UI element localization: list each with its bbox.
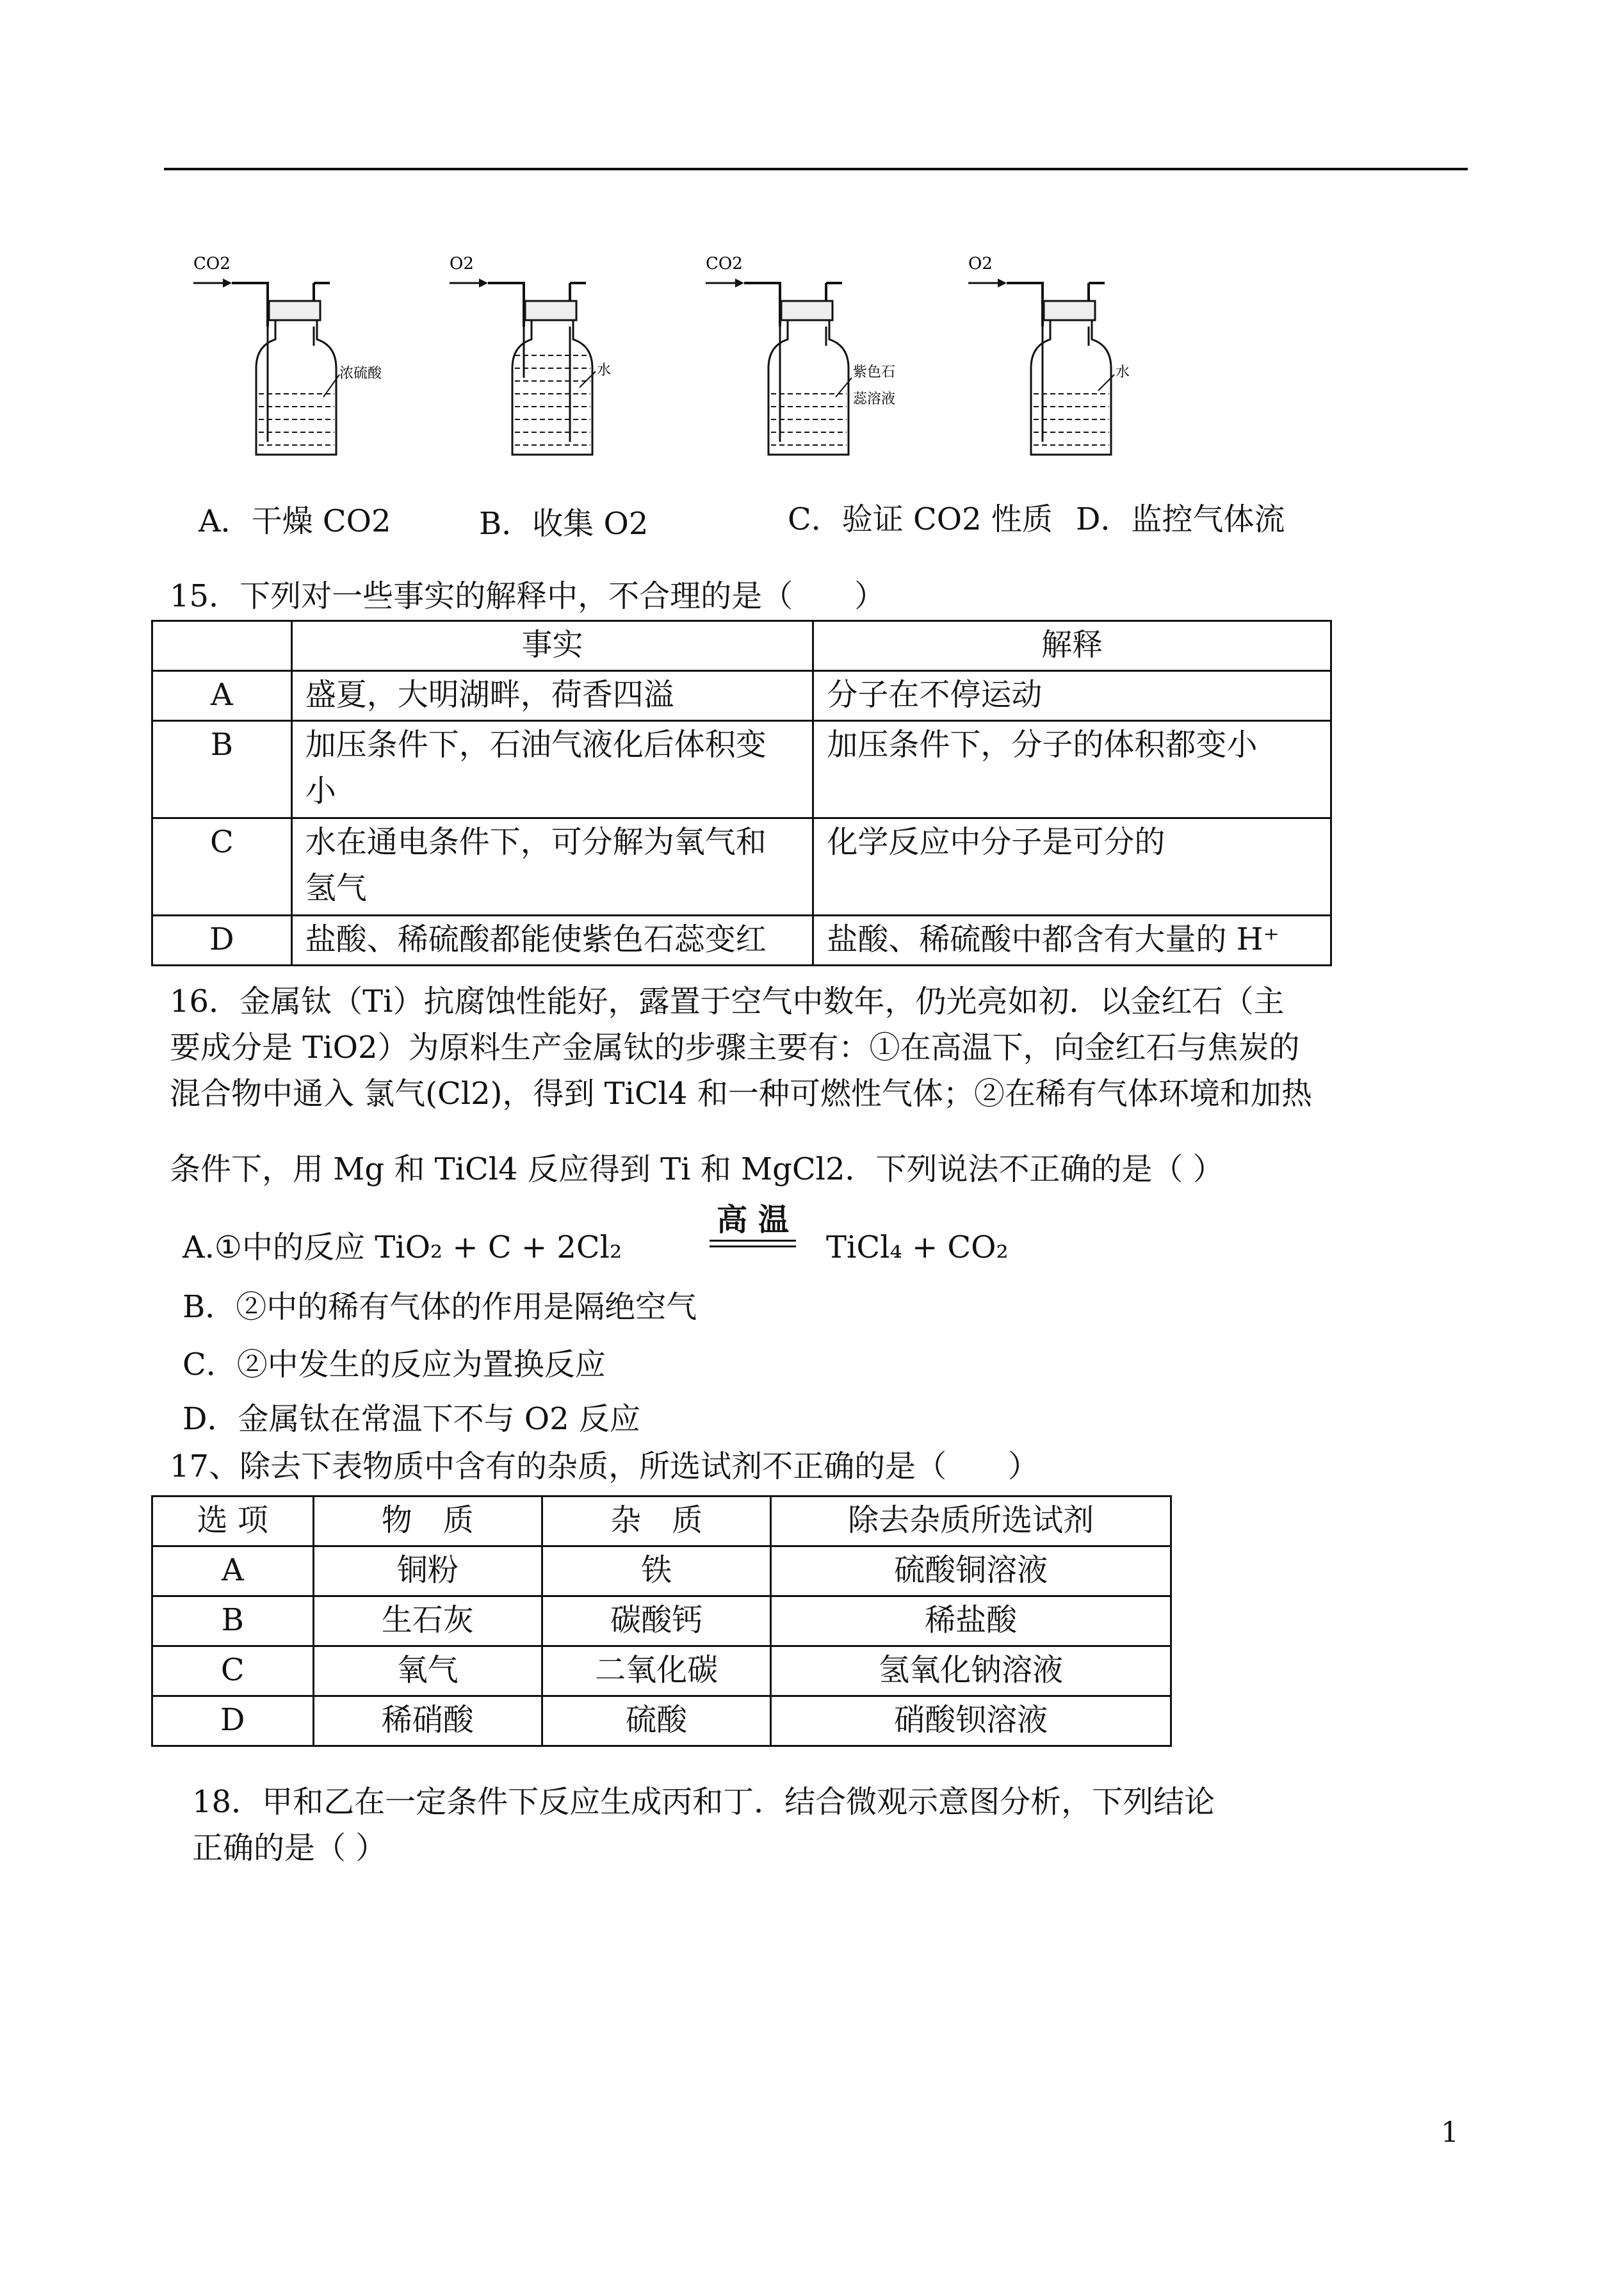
- svg-text:水: 水: [1116, 364, 1130, 380]
- q14-option-d[interactable]: D．监控气体流: [1076, 501, 1285, 537]
- svg-text:浓硫酸: 浓硫酸: [339, 366, 382, 382]
- apparatus-a: [192, 250, 410, 455]
- q16-option-d[interactable]: D．金属钛在常温下不与 O2 反应: [183, 1401, 640, 1437]
- q16-line-1: 16．金属钛（Ti）抗腐蚀性能好，露置于空气中数年，仍光亮如初．以金红石（主: [170, 984, 1285, 1019]
- q16-line-4: 条件下，用 Mg 和 TiCl4 反应得到 Ti 和 MgCl2．下列说法不正确的是（ ）: [170, 1151, 1224, 1187]
- q15-header-fact: 事实: [291, 621, 813, 671]
- header-rule: [164, 168, 1468, 170]
- table-row: A 铜粉 铁 硫酸铜溶液: [152, 1546, 1171, 1596]
- table-row: B 加压条件下，石油气液化后体积变 小 加压条件下，分子的体积都变小: [152, 721, 1331, 818]
- apparatus-b: [448, 250, 666, 455]
- table-row: C 水在通电条件下，可分解为氧气和 氢气 化学反应中分子是可分的: [152, 818, 1331, 916]
- apparatus-c: [704, 250, 922, 455]
- svg-text:O2: O2: [450, 254, 474, 273]
- apparatus-d: [967, 250, 1185, 455]
- q16-option-a-right: TiCl₄ + CO₂: [826, 1229, 1009, 1265]
- q14-option-a[interactable]: A．干燥 CO2: [199, 503, 391, 539]
- q15-question: 15．下列对一些事实的解释中，不合理的是（ ）: [170, 578, 886, 614]
- page-number: 1: [1441, 2116, 1459, 2149]
- q18-line-1: 18．甲和乙在一定条件下反应生成丙和丁．结合微观示意图分析，下列结论: [192, 1784, 1215, 1820]
- q15-table: [151, 620, 1332, 966]
- table-row: A 盛夏，大明湖畔，荷香四溢 分子在不停运动: [152, 671, 1331, 721]
- q15-header-reason: 解释: [813, 621, 1331, 671]
- q16-option-c[interactable]: C．②中发生的反应为置换反应: [183, 1347, 606, 1383]
- q16-option-a-left[interactable]: A.①中的反应 TiO₂ + C + 2Cl₂: [183, 1229, 622, 1265]
- q16-option-b[interactable]: B．②中的稀有气体的作用是隔绝空气: [183, 1289, 697, 1325]
- svg-text:O2: O2: [968, 254, 993, 273]
- gas-label: CO2: [193, 254, 231, 273]
- q14-option-b[interactable]: B．收集 O2: [479, 506, 649, 542]
- svg-text:蕊溶液: 蕊溶液: [853, 391, 896, 407]
- q16-line-3: 混合物中通入 氯气(Cl2)，得到 TiCl4 和一种可燃性气体；②在稀有气体环境和加热: [170, 1076, 1312, 1112]
- svg-text:CO2: CO2: [706, 254, 743, 273]
- q16-line-2: 要成分是 TiO2）为原料生产金属钛的步骤主要有：①在高温下，向金红石与焦炭的: [170, 1030, 1300, 1066]
- svg-text:水: 水: [597, 362, 612, 378]
- q17-table: 选 项 物 质 杂 质 除去杂质所选试剂 A 铜粉 铁 硫酸铜溶液 B 生石灰 碳酸钙 稀盐酸 C 氧气 二氧化碳 氢氧化钠溶液 D 稀硝酸 硫酸 硝酸钡溶液: [151, 1495, 1172, 1747]
- q17-question: 17、除去下表物质中含有的杂质，所选试剂不正确的是（ ）: [170, 1448, 1039, 1484]
- table-row: B 生石灰 碳酸钙 稀盐酸: [152, 1596, 1171, 1646]
- q14-option-c[interactable]: C．验证 CO2 性质: [788, 501, 1053, 537]
- table-row: C 氧气 二氧化碳 氢氧化钠溶液: [152, 1646, 1171, 1696]
- q18-line-2: 正确的是（ ）: [192, 1830, 387, 1866]
- svg-text:紫色石: 紫色石: [853, 364, 896, 380]
- table-row: D 盐酸、稀硫酸都能使紫色石蕊变红 盐酸、稀硫酸中都含有大量的 H⁺: [152, 916, 1331, 966]
- q15-header-empty: [152, 621, 292, 671]
- reaction-condition: 高 温: [710, 1204, 796, 1247]
- table-row: D 稀硝酸 硫酸 硝酸钡溶液: [152, 1696, 1171, 1746]
